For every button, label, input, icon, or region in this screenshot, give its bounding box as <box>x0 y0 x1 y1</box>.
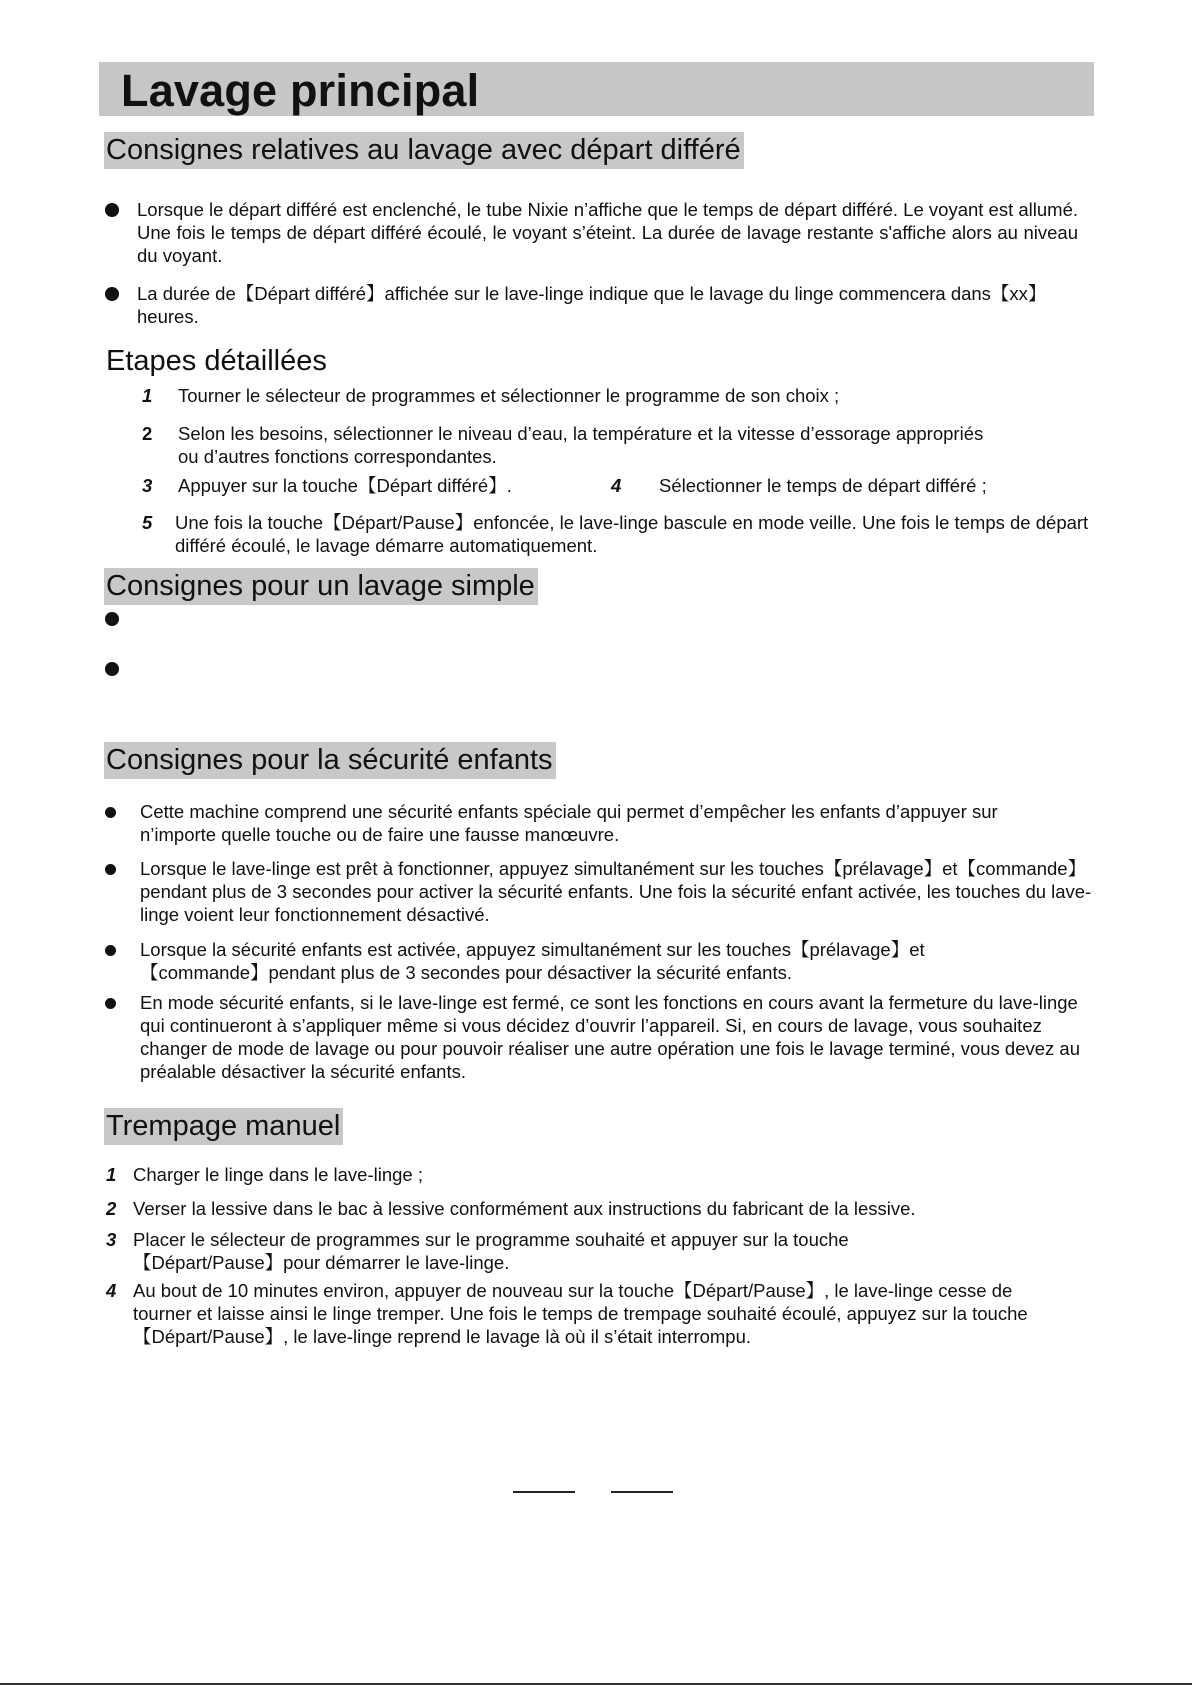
bullet-marker <box>105 662 119 676</box>
page-title-band <box>99 62 1094 116</box>
bullet-marker <box>105 945 116 956</box>
delayed-start-bullet-1: Lorsque le départ différé est enclenché, le tube Nixie n’affiche que le temps de départ différé. Le voyant est allumé. Une fois le temps de départ différé écoulé, le voyant s’éteint. La durée de lavage restante s'affiche alors au niveau du voyant. <box>137 199 1079 266</box>
soak-step-1: Charger le linge dans le lave-linge ; <box>133 1164 424 1185</box>
child-lock-bullet-3: Lorsque la sécurité enfants est activée, appuyez simultanément sur les touches【prélavage】et【commande】pendant plus de 3 secondes pour désactiver la sécurité enfants. <box>140 939 925 983</box>
step-number: 4 <box>106 1280 117 1301</box>
detailed-step-5: Une fois la touche【Départ/Pause】enfoncée, le lave-linge bascule en mode veille. Une fois le temps de départ différé écoulé, le lavage démarre automatiquement. <box>175 512 1089 556</box>
section-heading-simple-wash: Consignes pour un lavage simple <box>104 568 538 605</box>
step-number: 2 <box>142 423 153 444</box>
section-heading-delayed-start: Consignes relatives au lavage avec départ différé <box>104 132 744 169</box>
step-number: 1 <box>106 1164 117 1185</box>
detailed-step-3: Appuyer sur la touche【Départ différé】. <box>178 475 512 496</box>
section-heading-child-lock: Consignes pour la sécurité enfants <box>104 742 556 779</box>
detailed-step-2: Selon les besoins, sélectionner le niveau d’eau, la température et la vitesse d’essorage appropriés ou d’autres fonctions correspondantes. <box>178 423 984 467</box>
delayed-start-bullet-2: La durée de【Départ différé】affichée sur le lave-linge indique que le lavage du linge commencera dans【xx】heures. <box>137 283 1047 327</box>
step-number: 2 <box>106 1198 117 1219</box>
section-heading-manual-soak: Trempage manuel <box>104 1108 343 1145</box>
soak-step-4: Au bout de 10 minutes environ, appuyer de nouveau sur la touche【Départ/Pause】, le lave-linge cesse de tourner et laisse ainsi le linge tremper. Une fois le temps de trempage souhaité écoulé, appuyez sur la touche 【Départ/Pause】, le lave-linge reprend le lavage là où il s’était interrompu. <box>133 1280 1028 1347</box>
footer-line-right <box>611 1491 673 1493</box>
page-title: Lavage principal <box>121 65 480 116</box>
child-lock-bullet-4: En mode sécurité enfants, si le lave-linge est fermé, ce sont les fonctions en cours avant la fermeture du lave-linge qui continueront à s’appliquer même si vous décidez d’ouvrir l’appareil. Si, en cours de lavage, vous souhaitez changer de mode de lavage ou pour pouvoir réaliser une autre opération une fois le lavage terminé, vous devez au préalable désactiver la sécurité enfants. <box>140 992 1080 1082</box>
step-number: 3 <box>106 1229 117 1250</box>
child-lock-bullet-1: Cette machine comprend une sécurité enfants spéciale qui permet d’empêcher les enfants d’appuyer sur n’importe quelle touche ou de faire une fausse manœuvre. <box>140 801 998 845</box>
bullet-marker <box>105 998 116 1009</box>
bullet-marker <box>105 807 116 818</box>
detailed-step-4: Sélectionner le temps de départ différé ; <box>659 475 987 496</box>
child-lock-bullet-2: Lorsque le lave-linge est prêt à fonctionner, appuyez simultanément sur les touches【prélavage】et【commande】 pendant plus de 3 secondes pour activer la sécurité enfants. Une fois la sécurité enfant activée, les touches du lave-linge voient leur fonctionnement désactivé. <box>140 858 1092 925</box>
step-number: 5 <box>142 512 153 533</box>
bullet-marker <box>105 612 119 626</box>
soak-step-2: Verser la lessive dans le bac à lessive conformément aux instructions du fabricant de la lessive. <box>133 1198 916 1219</box>
detailed-step-1: Tourner le sélecteur de programmes et sélectionner le programme de son choix ; <box>178 385 840 406</box>
bullet-marker <box>105 203 119 217</box>
step-number: 1 <box>142 385 153 406</box>
step-number: 3 <box>142 475 153 496</box>
section-heading-detailed-steps: Etapes détaillées <box>106 345 327 377</box>
soak-step-3: Placer le sélecteur de programmes sur le programme souhaité et appuyer sur la touche【Départ/Pause】pour démarrer le lave-linge. <box>133 1229 849 1273</box>
bullet-marker <box>105 287 119 301</box>
footer-line-left <box>513 1491 575 1493</box>
step-number: 4 <box>611 475 622 496</box>
bullet-marker <box>105 864 116 875</box>
